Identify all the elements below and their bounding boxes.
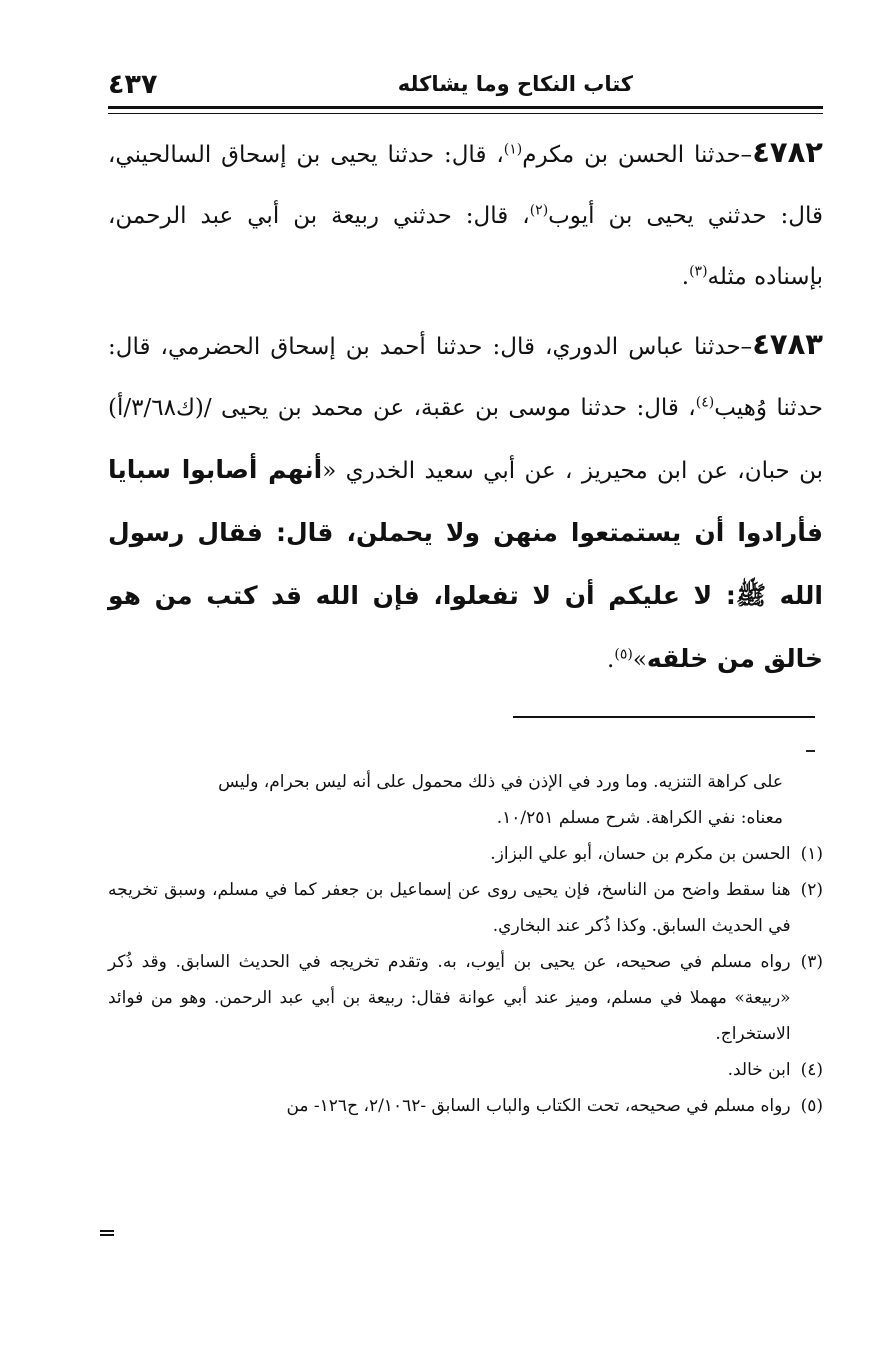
- header-rule-thin: [108, 113, 823, 114]
- footnote-continuation: [108, 764, 823, 836]
- hadith-text: ، قال: حدثنا موسى بن عقبة، عن محمد بن يحيى /(ك٣/٦٨/أ) بن حبان، عن ابن محيريز ، عن أبي سعيد الخدري «: [108, 395, 824, 484]
- hadith-text: ، قال: حدثنا يحيى بن إسحاق السالحيني، قال: حدثني يحيى بن أيوب: [108, 142, 823, 229]
- main-text: [108, 122, 823, 697]
- running-title: كتاب النكاح وما يشاكله: [397, 72, 633, 96]
- footnote-ref: (٢): [529, 202, 549, 219]
- footnote-ref: (٣): [689, 263, 708, 280]
- footnote-ref: (١): [503, 141, 523, 158]
- footnote-3: [108, 944, 823, 1052]
- footnote-number: (١): [800, 844, 823, 864]
- hadith-number: ٤٧٨٢: [752, 135, 823, 169]
- hadith-text: ، قال: حدثني ربيعة بن أبي عبد الرحمن، بإسناده مثله: [108, 203, 823, 290]
- footnote-number: (٣): [800, 952, 823, 972]
- footnote-1: [108, 836, 823, 872]
- footnote-text: هنا سقط واضح من الناسخ، فإن يحيى روى عن إسماعيل بن جعفر كما في مسلم، وسبق تخريجه في الحديث السابق. وكذا ذُكر عند البخاري.: [108, 880, 791, 936]
- footnote-text: ابن خالد.: [727, 1060, 791, 1080]
- page-number: ٤٣٧: [108, 68, 158, 100]
- footnote-4: [108, 1052, 823, 1088]
- header-rule-thick: [108, 106, 823, 109]
- hadith-4782: [108, 122, 823, 308]
- footnote-line: معناه: نفي الكراهة. شرح مسلم ١٠/٢٥١.: [496, 808, 783, 828]
- continuation-mark: [806, 750, 815, 752]
- footnote-ref: (٤): [695, 394, 715, 411]
- footnote-text: رواه مسلم في صحيحه، تحت الكتاب والباب السابق -٢/١٠٦٢، ح١٢٦- من: [286, 1096, 791, 1116]
- footnote-2: [108, 872, 823, 944]
- hadith-text: –حدثنا الحسن بن مكرم: [522, 142, 753, 168]
- footnote-line: على كراهة التنزيه. وما ورد في الإذن في ذلك محمول على أنه ليس بحرام، وليس: [218, 772, 783, 792]
- continuation-mark: [100, 1230, 114, 1236]
- footnote-5: [108, 1088, 823, 1124]
- page-header: [108, 66, 823, 102]
- hadith-text: –حدثنا عباس الدوري، قال: حدثنا أحمد بن إسحاق الحضرمي، قال: حدثنا وُهيب: [108, 334, 823, 421]
- footnote-separator: [513, 716, 815, 718]
- footnote-ref: (٥): [614, 646, 633, 663]
- footnote-text: الحسن بن مكرم بن حسان، أبو علي البزاز.: [490, 844, 791, 864]
- punctuation: .: [681, 264, 690, 290]
- footnote-number: (٤): [800, 1060, 823, 1080]
- hadith-number: ٤٧٨٣: [752, 327, 823, 361]
- hadith-matn: أنهم أصابوا سبايا فأرادوا أن يستمتعوا منهن ولا يحملن، قال: فقال رسول الله ﷺ: لا عليكم أن لا تفعلوا، فإن الله قد كتب من هو خالق من خلقه: [108, 455, 823, 673]
- footnote-number: (٥): [800, 1096, 823, 1116]
- footnotes: [108, 764, 823, 1124]
- punctuation: .: [607, 647, 615, 673]
- closing-quote: »: [632, 647, 647, 673]
- footnote-text: رواه مسلم في صحيحه، عن يحيى بن أيوب، به. وتقدم تخريجه في الحديث السابق. وقد ذُكر «ربيعة» مهملا في مسلم، وميز عند أبي عوانة فقال: ربيعة بن أبي عبد الرحمن. وهو من فوائد الاستخراج.: [108, 952, 791, 1044]
- hadith-4783: [108, 314, 823, 691]
- footnote-number: (٢): [800, 880, 823, 900]
